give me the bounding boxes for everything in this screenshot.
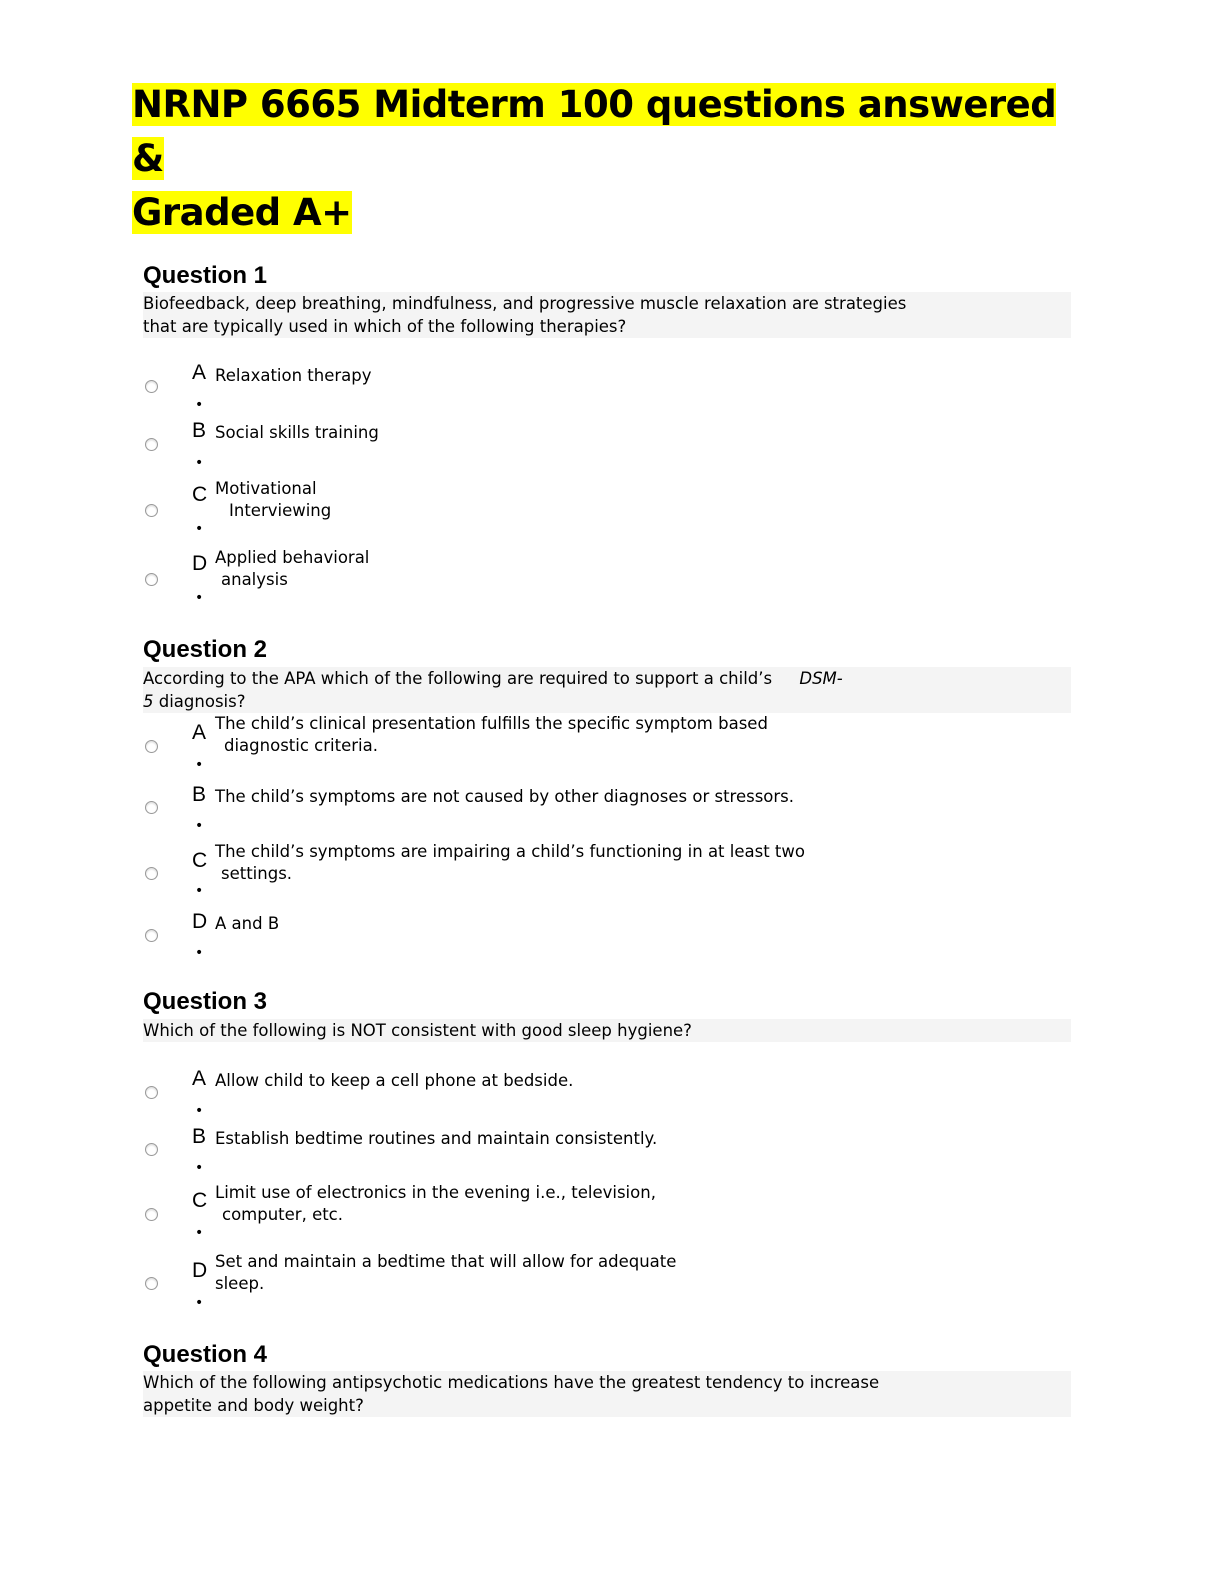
- option-letter: C: [192, 483, 208, 506]
- question-text: [143, 1019, 1071, 1042]
- question-text-line: Which of the following is NOT consistent with good sleep hygiene?: [143, 1021, 692, 1040]
- bullet-dot: •: [195, 521, 204, 537]
- question-text-line: Which of the following antipsychotic medications have the greatest tendency to increase: [143, 1373, 880, 1392]
- question-heading: Question 3: [143, 988, 268, 1015]
- radio-button[interactable]: [145, 929, 158, 942]
- bullet-dot: •: [195, 945, 204, 961]
- option-text: Limit use of electronics in the evening i.e., television, computer, etc.: [215, 1183, 656, 1224]
- bullet-dot: •: [195, 1160, 204, 1176]
- option-text: The child’s symptoms are impairing a child’s functioning in at least two settings.: [215, 842, 805, 883]
- bullet-dot: •: [195, 590, 204, 606]
- question-text-line: Biofeedback, deep breathing, mindfulness, and progressive muscle relaxation are strategies: [143, 294, 907, 313]
- question-text-line: 5 diagnosis?: [143, 692, 246, 711]
- title-line-1: NRNP 6665 Midterm 100 questions answered &: [132, 83, 1057, 180]
- radio-button[interactable]: [145, 380, 158, 393]
- question-text: [143, 1371, 1071, 1417]
- radio-button[interactable]: [145, 1143, 158, 1156]
- option-letter: D: [192, 910, 208, 933]
- option-letter: C: [192, 1189, 208, 1212]
- radio-button[interactable]: [145, 801, 158, 814]
- bullet-dot: •: [195, 397, 204, 413]
- option-letter: B: [192, 783, 207, 806]
- bullet-dot: •: [195, 1103, 204, 1119]
- bullet-dot: •: [195, 1295, 204, 1311]
- question-3: [143, 988, 1071, 1311]
- option-text: The child’s symptoms are not caused by other diagnoses or stressors.: [215, 787, 795, 806]
- option-text: Set and maintain a bedtime that will allow for adequate sleep.: [215, 1252, 677, 1293]
- bullet-dot: •: [195, 883, 204, 899]
- document-title: [132, 78, 1072, 240]
- radio-button[interactable]: [145, 1086, 158, 1099]
- option-letter: D: [192, 1259, 208, 1282]
- bullet-dot: •: [195, 455, 204, 471]
- option-letter: C: [192, 849, 208, 872]
- option-text: Motivational Interviewing: [215, 479, 332, 520]
- question-1: [143, 262, 1071, 606]
- option-letter: B: [192, 419, 207, 442]
- option-letter: D: [192, 552, 208, 575]
- bullet-dot: •: [195, 818, 204, 834]
- bullet-dot: •: [195, 757, 204, 773]
- option-text: Allow child to keep a cell phone at bedside.: [215, 1071, 574, 1090]
- question-text: [143, 292, 1071, 338]
- option-text: Relaxation therapy: [215, 366, 372, 385]
- radio-button[interactable]: [145, 504, 158, 517]
- radio-button[interactable]: [145, 1208, 158, 1221]
- option-text: Applied behavioral analysis: [215, 548, 370, 589]
- question-heading: Question 2: [143, 636, 268, 663]
- option-letter: B: [192, 1125, 207, 1148]
- question-heading: Question 1: [143, 262, 268, 289]
- question-heading: Question 4: [143, 1341, 268, 1368]
- question-text: [143, 667, 1071, 713]
- radio-button[interactable]: [145, 573, 158, 586]
- option-text: The child’s clinical presentation fulfills the specific symptom based diagnostic criteria.: [215, 714, 768, 755]
- radio-button[interactable]: [145, 740, 158, 753]
- option-letter: A: [192, 721, 207, 744]
- radio-button[interactable]: [145, 1277, 158, 1290]
- bullet-dot: •: [195, 1225, 204, 1241]
- option-letter: A: [192, 361, 207, 384]
- option-letter: A: [192, 1067, 207, 1090]
- question-text-line: that are typically used in which of the following therapies?: [143, 317, 627, 336]
- question-4: [143, 1341, 1071, 1417]
- option-text: Social skills training: [215, 423, 379, 442]
- question-text-line: appetite and body weight?: [143, 1396, 364, 1415]
- option-text: Establish bedtime routines and maintain consistently.: [215, 1129, 658, 1148]
- title-line-2: Graded A+: [132, 191, 352, 234]
- question-text-line: According to the APA which of the following are required to support a child’s DSM-: [143, 669, 843, 688]
- option-text: A and B: [215, 914, 280, 933]
- radio-button[interactable]: [145, 867, 158, 880]
- radio-button[interactable]: [145, 438, 158, 451]
- question-2: [143, 636, 1071, 961]
